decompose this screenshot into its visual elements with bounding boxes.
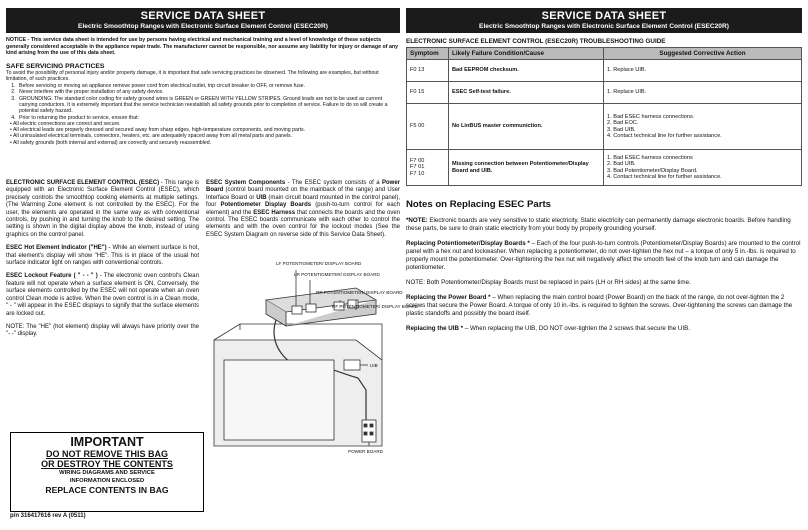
note-lead: *NOTE: [406,217,428,224]
action-cell: 1. Bad ESEC harness connections. 2. Bad EOC. 3. Bad UIB. 4. Contact technical line for further assistance. [604,104,802,150]
components-bold: Power Board [206,180,401,194]
column-header: Symptom [407,48,449,60]
notes-heading: Notes on Replacing ESEC Parts [406,199,552,210]
symptom-cell: F0 15 [407,82,449,104]
components-lead: ESEC System Components [206,180,286,186]
components-bold: UIB [256,194,267,201]
important-line: INFORMATION ENCLOSED [69,477,145,484]
note-paragraph [406,325,802,333]
important-line: WIRING DIAGRAMS AND SERVICE [59,470,155,476]
lockout-paragraph [6,273,199,317]
esec-text: - This range is equipped with an Electronic Surface Element Control (ESEC), which precisely controls the smoothtop cooking elements at multiple settings. (The Warming Zone element is not controlled by the ESEC). For the user, the elements are operated in the same way as with conventional controls, by pushing in and turning the knob to the desired setting. The setting is shown in the digital display above the knob, instead of using graphics on the control panel. [6,180,199,238]
components-text: - The ESEC system consists of a [285,180,382,186]
esec-system-diagram [206,260,419,460]
right-banner-subtitle: Electric Smoothtop Ranges with Electronic Surface Element Control (ESEC20R) [479,23,729,30]
right-banner [406,8,802,33]
symptom-cell: F0 13 [407,60,449,82]
symptom-cell: F7 00 F7 01 F7 10 [407,150,449,186]
note-lead: Replacing the UIB * [406,325,464,332]
bullet-item: • All electrical leads are properly dressed and secured away from sharp edges, high-temperature components, and moving parts. [10,127,306,134]
note-text: – When replacing the UIB, DO NOT over-tighten the 2 screws that secure the UIB. [463,325,690,332]
cause-cell: ESEC Self-test failure. [449,82,604,104]
part-number: p/n 316417616 rev A (0511) [10,513,86,519]
notice-paragraph: NOTICE - This service data sheet is intended for use by persons having electrical and mechanical training and a level of knowledge of these subjects generally considered acceptable in the appliance repair trade. The manufacturer cannot be responsible, nor assume any liability for injury or damage of any kind arising from the use of this data sheet. [6,37,399,56]
note-paragraph [406,294,802,318]
components-bold: Potentiometer Display Boards [220,202,312,209]
hot-element-lead: ESEC Hot Element Indicator ("HE") [6,245,107,252]
left-banner-subtitle: Electric Smoothtop Ranges with Electronic Surface Element Control (ESEC20R) [78,23,328,30]
action-cell: 1. Bad ESEC harness connections 2. Bad UIB. 3. Bad Potentiometer/Display Board. 4. Contact technical line for further assistance. [604,150,802,186]
power-board-label: POWER BOARD [348,449,383,454]
components-text: (main circuit board mounted in the control panel), four [206,194,400,209]
table-body [407,60,802,186]
he-note-paragraph [6,324,199,339]
right-page [406,8,802,522]
symptom-cell: F5 00 [407,104,449,150]
important-title: IMPORTANT [70,435,144,449]
rf-board-label: RF POTENTIOMETER/ DISPLAY BOARD [332,304,419,309]
esec-description-column [6,180,199,345]
components-paragraph [206,180,400,239]
note-text: – Each of the four push-to-turn controls (Potentiometer/Display Boards) are mounted to the control panel with a hex nut and lockwasher. When replacing a potentiometer, do not over-tighten the hex nut – a torque of only 5 in.-lbs. is required to properly mount the potentiometer. Over-tightening the hex nut will negatively affect the smooth feel of the knob turn and can damage the potentiometer. [406,240,801,271]
cause-cell: Missing connection between Potentiometer/Display Board and UIB. [449,150,604,186]
components-text: (control board mounted on the mainback of the range) and User Interface Board or [206,187,400,201]
left-banner [6,8,400,33]
components-text: (push-to-turn control for each element) and the [206,202,401,216]
cause-cell: No LinBUS master communiction. [449,104,604,150]
note-paragraph [406,240,802,272]
hot-element-text: - While an element surface is hot, that element's display will show "HE". This is in place of the usual hot surface indicator light on ranges with conventional controls. [6,245,199,267]
action-cell: 1. Replace UIB. [604,60,802,82]
safe-practices-heading: SAFE SERVICING PRACTICES [6,62,105,70]
note-text: NOTE: Both Potentiometer/Display Boards must be replaced in pairs (LH or RH sides) at the same time. [406,279,691,286]
cause-cell: Bad EEPROM checksum. [449,60,604,82]
action-cell: 1. Replace UIB. [604,82,802,104]
bullet-item: • All safety grounds (both internal and external) are correctly and securely reassembled. [10,139,212,146]
lockout-lead: ESEC Lockout Feature ( " - - " ) [6,273,98,280]
practice-item: 4. Prior to returning the product to service, ensure that: [17,115,400,121]
left-banner-title: SERVICE DATA SHEET [140,10,266,22]
column-header: Suggested Corrective Action [604,48,802,60]
safe-practices-list [6,83,400,121]
practice-item: 1. Before servicing or moving an appliance remove power cord from electrical outlet, trip circuit breaker to OFF, or remove fuse. [17,83,400,89]
note-paragraph [406,217,802,233]
important-line: REPLACE CONTENTS IN BAG [45,485,169,496]
table-row [407,150,802,186]
lockout-text: - The electronic oven control's Clean feature will not operate when a surface element is ON. Conversely, the surface elements controlled by the ESEC will not operate when an oven control Clean mode is active. When the oven control is in a Clean mode, " - " will appear in the ESEC displays to signify that the surface elements are locked out. [6,273,199,317]
table-row [407,104,802,150]
components-bold: ESEC Harness [253,209,296,216]
components-text: that connects the boards and the oven control. The ESEC boards communicate with each other to control the elements and with the oven control for the lockout modes (See the ESEC System Diagram on reverse side of this Service Data Sheet). [206,209,401,238]
esec-paragraph [6,180,199,239]
important-box [10,432,204,512]
table-row [407,60,802,82]
hot-element-paragraph [6,245,199,267]
troubleshooting-title: ELECTRONIC SURFACE ELEMENT CONTROL (ESEC20R) TROUBLESHOOTING GUIDE [406,38,666,45]
important-line: OR DESTROY THE CONTENTS [41,459,173,469]
lr-board-label: LR POTENTIOMETER/ DISPLAY BOARD [294,272,380,277]
safe-practices-intro: To avoid the possibility of personal injury and/or property damage, it is important that safe servicing practices be observed. The following are examples, but without limitation, of such practices. [6,69,379,82]
practice-item: 3. GROUNDING: The standard color coding for safety ground wires is GREEN or GREEN WITH YELLOW STRIPES. Ground leads are not to be used as current carrying conductors. It is extremely important that the service technician reestablish all safety grounds prior to completion of service. Failure to do so will create a potential safety hazard. [17,96,400,115]
table-row [407,82,802,104]
note-paragraph [406,279,802,287]
note-text: – When replacing the main control board (Power Board) on the back of the range, do not over-tighten the 2 screws that secure the Power Board. A torque of only 10 in.-lbs. is required to tighten the screws. Over-tightening the screws can damage the plastic standoffs and possibly the board itself. [406,294,793,317]
esec-lead: ELECTRONIC SURFACE ELEMENT CONTROL (ESEC) [6,180,160,186]
bullet-item: • All electric connections are correct and secure. [10,120,121,127]
system-components-column [206,180,400,245]
notes-section [406,217,802,333]
bullet-item: • All uninsulated electrical terminals, connectors, heaters, etc. are adequately spaced away from all metal parts and panels. [10,133,293,140]
table-header-row [407,48,802,60]
practice-item: 2. Never interfere with the proper installation of any safety device. [17,89,400,95]
note-text: Electronic boards are very sensitive to static electricity. Static electricity can permanently damage electronic boards. Before handling these parts, be sure to drain static electricity from your body by properly grounding yourself. [406,217,791,232]
he-note-text: NOTE: The "HE" (hot element) display will always have priority over the "- -" display. [6,323,199,338]
important-line: DO NOT REMOVE THIS BAG [45,449,168,459]
note-lead: Replacing the Power Board * [406,294,491,301]
note-lead: Replacing Potentiometer/Display Boards * [406,240,530,247]
lf-board-label: LF POTENTIOMETER/ DISPLAY BOARD [276,261,362,266]
rr-board-label: RR POTENTIOMETER/ DISPLAY BOARD [316,290,403,295]
column-header: Likely Failure Condition/Cause [449,48,604,60]
uib-label: UIB [370,363,378,368]
troubleshooting-table [406,47,802,186]
right-banner-title: SERVICE DATA SHEET [541,10,667,22]
